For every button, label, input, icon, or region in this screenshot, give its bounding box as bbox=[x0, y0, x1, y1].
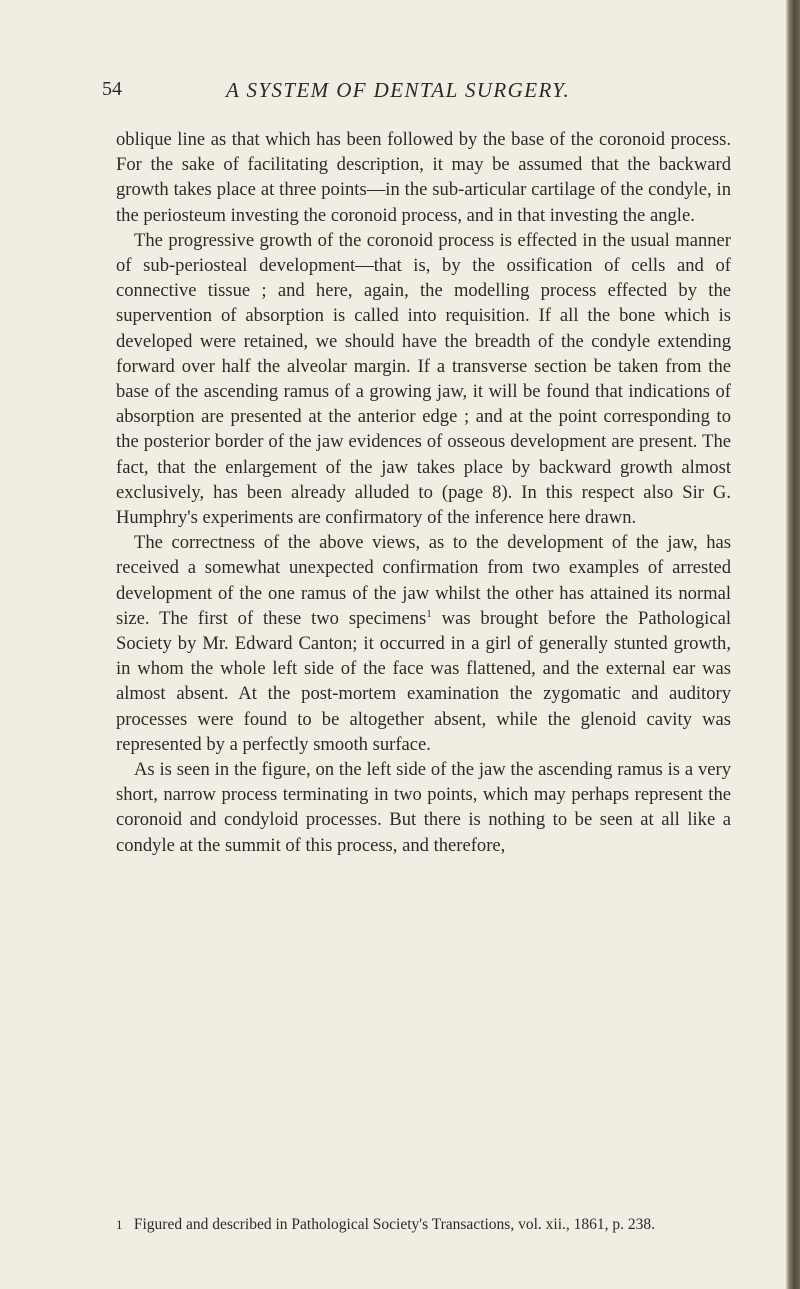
footnote-text: Figured and described in Pathological Society's Transactions, vol. xii., 1861, p. 238. bbox=[133, 1216, 656, 1233]
footnote-marker: 1 bbox=[116, 1217, 123, 1232]
body-text bbox=[116, 127, 731, 858]
paragraph-4: As is seen in the figure, on the left side of the jaw the ascending ramus is a very short, narrow process terminating in two points, which may perhaps represent the coronoid and condyloid processes. But there is nothing to be seen at all like a condyle at the summit of this process, and therefore, bbox=[116, 759, 731, 856]
paragraph-3 bbox=[116, 530, 731, 757]
footnote bbox=[116, 1214, 731, 1235]
paragraph-3-part-b: was brought before the Pathological Society by Mr. Edward Canton; it occurred in a girl of generally stunted growth, in whom the whole left side of the face was flattened, and the external ear was almost absent. At the post-mortem examination the zygomatic and auditory processes were found to be altogether absent, while the glenoid cavity was represented by a perfectly smooth surface. bbox=[116, 607, 731, 755]
paragraph-3-part-a: The correctness of the above views, as to the development of the jaw, has received a somewhat unexpected confirmation from two examples of arrested development of the one ramus of the jaw whilst the other has attained its normal size. The first of these two specimens bbox=[116, 532, 731, 629]
running-title: A SYSTEM OF DENTAL SURGERY. bbox=[226, 78, 571, 102]
footnote-reference: 1 bbox=[426, 607, 432, 620]
page-header bbox=[102, 78, 742, 108]
page-number: 54 bbox=[102, 78, 122, 100]
paragraph-1: oblique line as that which has been followed by the base of the coronoid process. For the sake of facilitating description, it may be assumed that the backward growth takes place at three points—in the sub-articular cartilage of the condyle, in the periosteum investing the coronoid process, and in that investing the angle. bbox=[116, 129, 731, 226]
book-binding-edge bbox=[786, 0, 800, 1289]
paragraph-2: The progressive growth of the coronoid process is effected in the usual manner of sub-periosteal development—that is, by the ossification of cells and of connective tissue ; and here, again, the modelling process effected by the supervention of absorption is called into requisition. If all the bone which is developed were retained, we should have the breadth of the condyle extending forward over half the alveolar margin. If a transverse section be taken from the base of the ascending ramus of a growing jaw, it will be found that indications of absorption are presented at the anterior edge ; and at the point corresponding to the posterior border of the jaw evidences of osseous development are present. The fact, that the enlargement of the jaw takes place by backward growth almost exclusively, has been already alluded to (page 8). In this respect also Sir G. Humphry's experiments are confirmatory of the inference here drawn. bbox=[116, 229, 731, 529]
